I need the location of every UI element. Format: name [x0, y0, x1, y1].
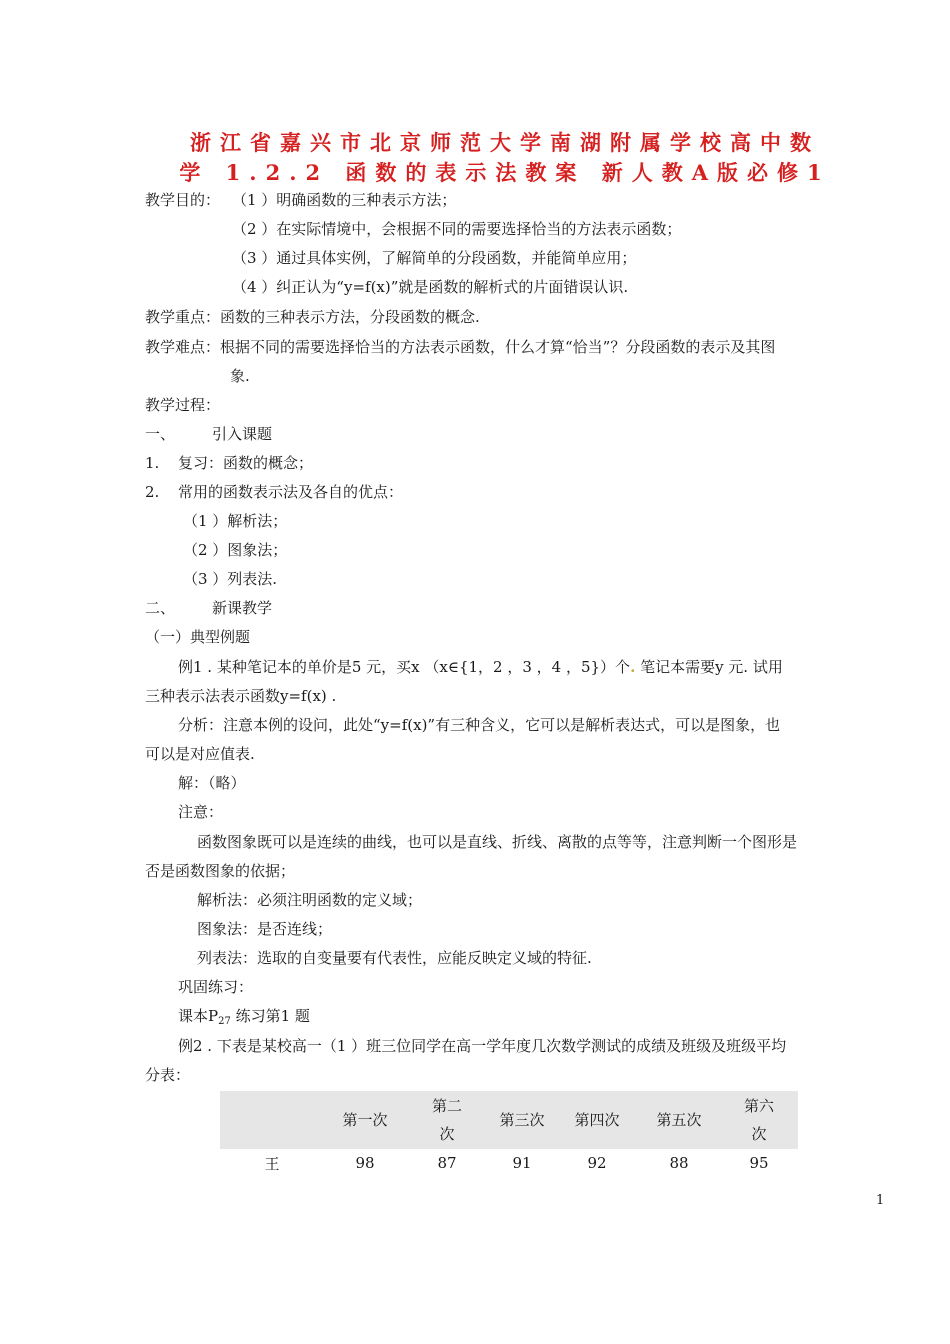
header-text-bottom: 次 [439, 1125, 455, 1143]
example-1-text-a: 例1 . 某种笔记本的单价是5 元，买x （x∈{1，2 ，3 ，4 ，5}）个 [178, 658, 631, 676]
example-1-dot: . [630, 658, 636, 676]
example-1-line-2: 三种表示法表示函数y=f(x) . [145, 687, 337, 705]
example-2-line-1: 例2 . 下表是某校高一（1 ）班三位同学在高一学年度几次数学测试的成绩及班级及班级平均 [178, 1037, 787, 1055]
page-number: 1 [876, 1193, 885, 1208]
note-line-2: 否是函数图象的依据； [145, 862, 296, 880]
analysis-line-2: 可以是对应值表. [145, 745, 255, 763]
goal-item: （4 ）纠正认为“y=f(x)”就是函数的解析式的片面错误认识. [232, 278, 629, 296]
difficulty-line-2: 象. [230, 367, 250, 385]
table-header-row [220, 1091, 798, 1149]
review-text: 复习：函数的概念； [178, 454, 314, 472]
example-1-line-1 [178, 657, 783, 677]
table-header-cell [406, 1091, 488, 1149]
common-number: 2. [145, 483, 160, 501]
table-cell: 98 [355, 1154, 375, 1172]
note-item: 列表法：选取的自变量要有代表性，应能反映定义域的特征. [197, 949, 592, 967]
goal-item: （3 ）通过具体实例，了解简单的分段函数，并能简单应用； [232, 249, 637, 267]
section-1-title: 引入课题 [212, 425, 273, 443]
table-header-cell: 第四次 [556, 1091, 638, 1149]
goal-item: （2 ）在实际情境中，会根据不同的需要选择恰当的方法表示函数； [232, 220, 682, 238]
header-text-top: 第二 [431, 1097, 462, 1115]
practice-suffix: 练习第1 题 [230, 1007, 310, 1025]
table-cell: 88 [669, 1154, 689, 1172]
note-item: 图象法：是否连线； [197, 920, 333, 938]
table-row [220, 1149, 798, 1177]
table-cell: 87 [437, 1154, 457, 1172]
scores-table [220, 1091, 798, 1177]
table-cell: 92 [587, 1154, 607, 1172]
table-cell: 91 [512, 1154, 532, 1172]
difficulty-line-1: 教学难点：根据不同的需要选择恰当的方法表示函数，什么才算“恰当”？分段函数的表示及其图 [145, 338, 776, 356]
goal-item: （1 ）明确函数的三种表示方法； [232, 191, 457, 209]
method-item: （2 ）图象法； [183, 541, 288, 559]
method-item: （3 ）列表法. [183, 570, 278, 588]
note-line-1: 函数图象既可以是连续的曲线，也可以是直线、折线、离散的点等等，注意判断一个图形是 [197, 833, 798, 851]
method-item: （1 ）解析法； [183, 512, 288, 530]
header-text-top: 第六 [743, 1097, 774, 1115]
process-label: 教学过程： [145, 396, 221, 414]
table-cell: 95 [749, 1154, 769, 1172]
header-text-bottom: 次 [751, 1125, 767, 1143]
document-title-line-2: 学 1.2.2 函数的表示法教案 新人教A版必修1 [179, 160, 831, 185]
table-header-cell: 第五次 [638, 1091, 720, 1149]
section-1-number: 一、 [145, 425, 176, 443]
table-header-cell [720, 1091, 798, 1149]
review-number: 1. [145, 454, 160, 472]
example-2-line-2: 分表： [145, 1066, 191, 1084]
solution-text: 解：（略） [178, 774, 246, 792]
practice-page-subscript: 27 [218, 1016, 231, 1027]
document-title-line-1: 浙江省嘉兴市北京师范大学南湖附属学校高中数 [190, 130, 820, 155]
table-cell: 王 [264, 1154, 280, 1173]
table-header-cell [220, 1091, 324, 1149]
table-header-cell: 第三次 [488, 1091, 556, 1149]
practice-label: 巩固练习： [178, 978, 254, 996]
practice-prefix: 课本P [178, 1007, 219, 1025]
section-2-number: 二、 [145, 599, 176, 617]
example-1-text-b: 笔记本需要y 元. 试用 [635, 658, 783, 676]
key-points: 教学重点：函数的三种表示方法，分段函数的概念. [145, 308, 480, 326]
common-text: 常用的函数表示法及各自的优点： [178, 483, 404, 501]
note-item: 解析法：必须注明函数的定义域； [197, 891, 423, 909]
practice-text [178, 1006, 310, 1032]
section-2-title: 新课教学 [212, 599, 273, 617]
goals-label: 教学目的： [145, 191, 221, 209]
table-header-cell: 第一次 [324, 1091, 406, 1149]
analysis-line-1: 分析：注意本例的设问，此处“y=f(x)”有三种含义，它可以是解析表达式，可以是图象，也 [178, 716, 781, 734]
subsection-title: （一）典型例题 [145, 628, 251, 646]
note-label: 注意： [178, 803, 224, 821]
